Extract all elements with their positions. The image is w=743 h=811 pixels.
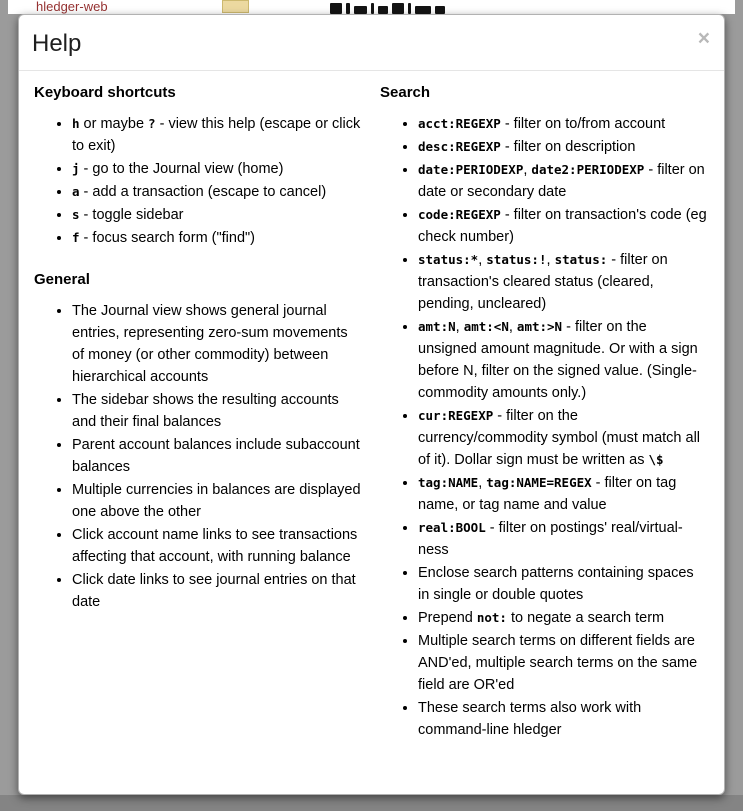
list-item [418,630,708,696]
list-item [72,479,362,523]
list-item [418,136,708,158]
code-token: tag:NAME=REGEX [486,475,592,490]
code-token: amt:<N [463,319,509,334]
list-item [418,607,708,629]
code-token: h [72,116,80,131]
list-item [418,697,708,741]
text-segment: - toggle sidebar [79,207,184,223]
page-bottom-edge [0,795,743,811]
list-item [418,316,708,404]
text-segment: , [455,319,464,335]
text-segment: , [508,319,517,335]
code-token: status:! [486,252,547,267]
list-item [72,434,362,478]
list-item [72,204,362,226]
text-segment: - filter on date or secondary date [418,162,705,200]
code-token: not: [476,610,507,625]
text-segment: - filter on the currency/commodity symbol (must match all of it). Dollar sign must be written as [418,408,701,468]
help-list [380,113,708,741]
text-segment: or maybe [79,116,149,132]
modal-title: Help [32,30,82,57]
code-token: amt:N [418,319,456,334]
code-token: \$ [648,452,664,467]
text-segment: Click date links to see journal entries on that date [72,572,356,610]
code-token: a [72,184,80,199]
close-icon[interactable]: × [697,27,710,50]
text-segment: The sidebar shows the resulting accounts and their final balances [72,392,339,430]
list-item [418,204,708,248]
section-heading-general: General [34,271,90,288]
list-item [72,181,362,203]
code-token: status: [554,252,608,267]
text-segment: , [546,252,555,268]
clipped-page-heading [330,2,445,14]
code-token: desc:REGEXP [418,139,501,154]
code-token: cur:REGEXP [418,408,494,423]
text-segment: , [478,475,487,491]
code-token: real:BOOL [418,520,486,535]
code-token: j [72,161,80,176]
text-segment: - focus search form ("find") [79,230,256,246]
text-segment: Prepend [418,610,477,626]
code-token: ? [148,116,156,131]
code-token: s [72,207,80,222]
section-heading-keyboard-shortcuts: Keyboard shortcuts [34,84,176,101]
list-item [418,159,708,203]
code-token: date:PERIODEXP [418,162,524,177]
list-item [72,113,362,157]
list-item [72,158,362,180]
text-segment: , [523,162,532,178]
text-segment: The Journal view shows general journal entries, representing zero-sum movements of money (or other commodity) between hierarchical accounts [72,303,348,385]
help-column-right [371,84,717,751]
text-segment: These search terms also work with command-line hledger [418,700,642,738]
list-item [418,113,708,135]
modal-body [19,71,724,771]
code-token: tag:NAME [418,475,479,490]
code-token: date2:PERIODEXP [531,162,645,177]
text-segment: - filter on description [500,139,636,155]
list-item [418,517,708,561]
background-page [8,0,735,14]
section-heading-search: Search [380,84,431,101]
text-segment: Multiple search terms on different fields are AND'ed, multiple search terms on the same field are OR'ed [418,633,698,693]
brand-link[interactable]: hledger-web [36,0,108,14]
code-token: acct:REGEXP [418,116,501,131]
help-column-left [25,84,371,751]
help-modal [18,14,725,795]
list-item [418,249,708,315]
text-segment: , [478,252,487,268]
text-segment: - add a transaction (escape to cancel) [79,184,327,200]
text-segment: - go to the Journal view (home) [79,161,284,177]
highlight-box [222,0,249,13]
text-segment: Parent account balances include subaccount balances [72,437,360,475]
list-item [418,405,708,471]
code-token: amt:>N [516,319,563,334]
text-segment: Multiple currencies in balances are displayed one above the other [72,482,361,520]
list-item [72,300,362,388]
text-segment: - filter on postings' real/virtual-ness [418,520,683,558]
list-item [72,227,362,249]
text-segment: - filter on to/from account [500,116,666,132]
list-item [72,569,362,613]
list-item [72,389,362,433]
text-segment: - view this help (escape or click to exit) [72,116,361,154]
text-segment: - filter on tag name, or tag name and value [418,475,677,513]
code-token: status:* [418,252,479,267]
list-item [72,524,362,568]
help-list [34,300,362,613]
modal-header [19,15,724,71]
help-list [34,113,362,249]
list-item [418,472,708,516]
code-token: code:REGEXP [418,207,501,222]
list-item [418,562,708,606]
text-segment: Enclose search patterns containing spaces in single or double quotes [418,565,694,603]
text-segment: - filter on transaction's cleared status (cleared, pending, uncleared) [418,252,668,312]
text-segment: to negate a search term [506,610,665,626]
code-token: f [72,230,80,245]
text-segment: - filter on transaction's code (eg check number) [418,207,707,245]
text-segment: Click account name links to see transactions affecting that account, with running balance [72,527,358,565]
text-segment: - filter on the unsigned amount magnitude. Or with a sign before N, filter on the signed value. (Single-commodity amounts only.) [418,319,698,401]
